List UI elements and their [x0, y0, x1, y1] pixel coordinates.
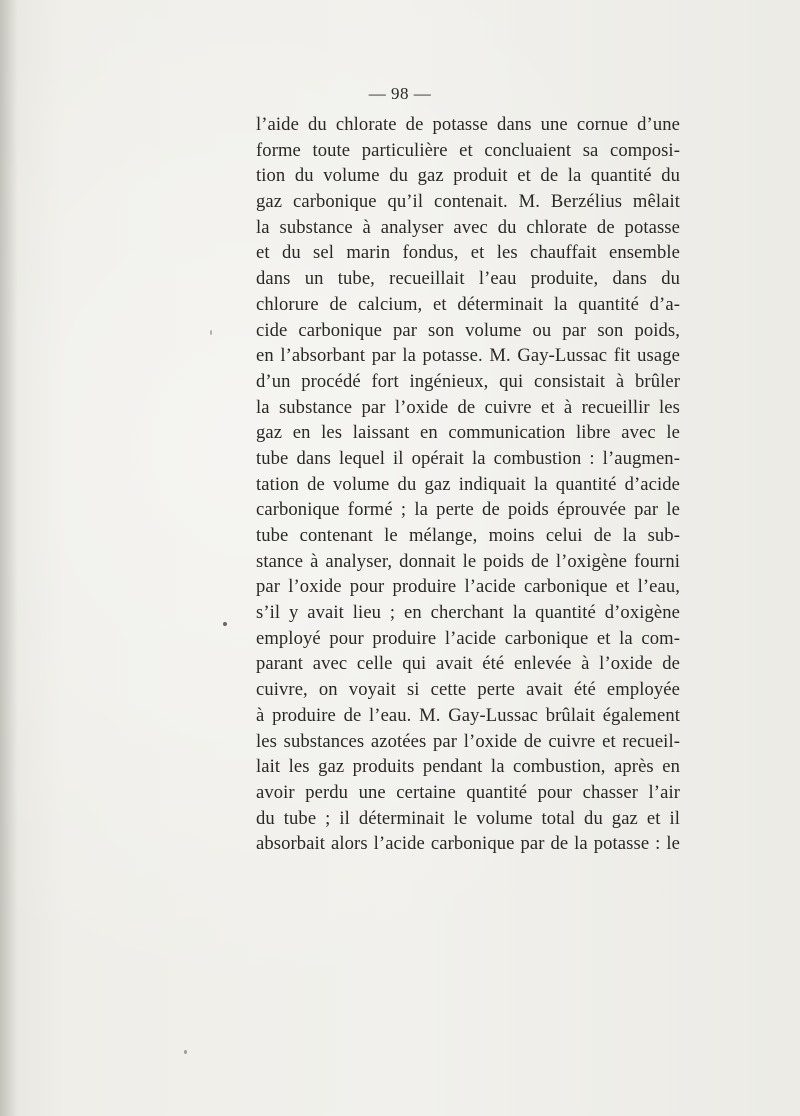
- page-number: — 98 —: [368, 84, 432, 103]
- paper-speck: [184, 1050, 187, 1054]
- text-line: la substance par l’oxide de cuivre et à recueillir les: [256, 396, 680, 418]
- paper-speck: [210, 330, 212, 335]
- text-line: chlorure de calcium, et déterminait la quantité d’a-: [256, 293, 680, 315]
- text-line: avoir perdu une certaine quantité pour chasser l’air: [256, 781, 680, 803]
- text-line: les substances azotées par l’oxide de cuivre et recueil-: [256, 730, 680, 752]
- text-line: employé pour produire l’acide carbonique et la com-: [256, 627, 680, 649]
- text-line: du tube ; il déterminait le volume total du gaz et il: [256, 807, 680, 829]
- text-line: gaz en les laissant en communication libre avec le: [256, 422, 680, 444]
- text-line: cuivre, on voyait si cette perte avait été employée: [256, 679, 680, 701]
- text-line: absorbait alors l’acide carbonique par de la potasse : le: [256, 833, 680, 855]
- text-line: tube dans lequel il opérait la combustion : l’augmen-: [256, 447, 680, 469]
- text-line: s’il y avait lieu ; en cherchant la quantité d’oxigène: [256, 602, 680, 624]
- text-line: gaz carbonique qu’il contenait. M. Berzélius mêlait: [256, 191, 680, 213]
- paper-speck: [223, 622, 227, 626]
- text-line: carbonique formé ; la perte de poids éprouvée par le: [256, 499, 680, 521]
- text-line: en l’absorbant par la potasse. M. Gay-Lussac fit usage: [256, 345, 680, 367]
- body-text: [256, 112, 680, 857]
- text-line: tion du volume du gaz produit et de la quantité du: [256, 165, 680, 187]
- text-line: par l’oxide pour produire l’acide carbonique et l’eau,: [256, 576, 680, 598]
- text-line: tube contenant le mélange, moins celui de la sub-: [256, 525, 680, 546]
- text-line: et du sel marin fondus, et les chauffait ensemble: [256, 242, 680, 264]
- text-line: l’aide du chlorate de potasse dans une cornue d’une: [256, 114, 680, 135]
- text-line: dans un tube, recueillait l’eau produite, dans du: [256, 268, 680, 290]
- text-line: forme toute particulière et concluaient sa composi-: [256, 139, 680, 161]
- text-line: parant avec celle qui avait été enlevée à l’oxide de: [256, 653, 680, 675]
- text-line: cide carbonique par son volume ou par son poids,: [256, 319, 680, 341]
- text-line: la substance à analyser avec du chlorate de potasse: [256, 216, 680, 238]
- text-line: lait les gaz produits pendant la combustion, après en: [256, 756, 680, 778]
- spine-shadow: [0, 0, 18, 1116]
- text-line: stance à analyser, donnait le poids de l’oxigène fourni: [256, 550, 680, 572]
- text-line: tation de volume du gaz indiquait la quantité d’acide: [256, 473, 680, 495]
- text-line: à produire de l’eau. M. Gay-Lussac brûlait également: [256, 704, 680, 726]
- text-line: d’un procédé fort ingénieux, qui consistait à brûler: [256, 370, 680, 392]
